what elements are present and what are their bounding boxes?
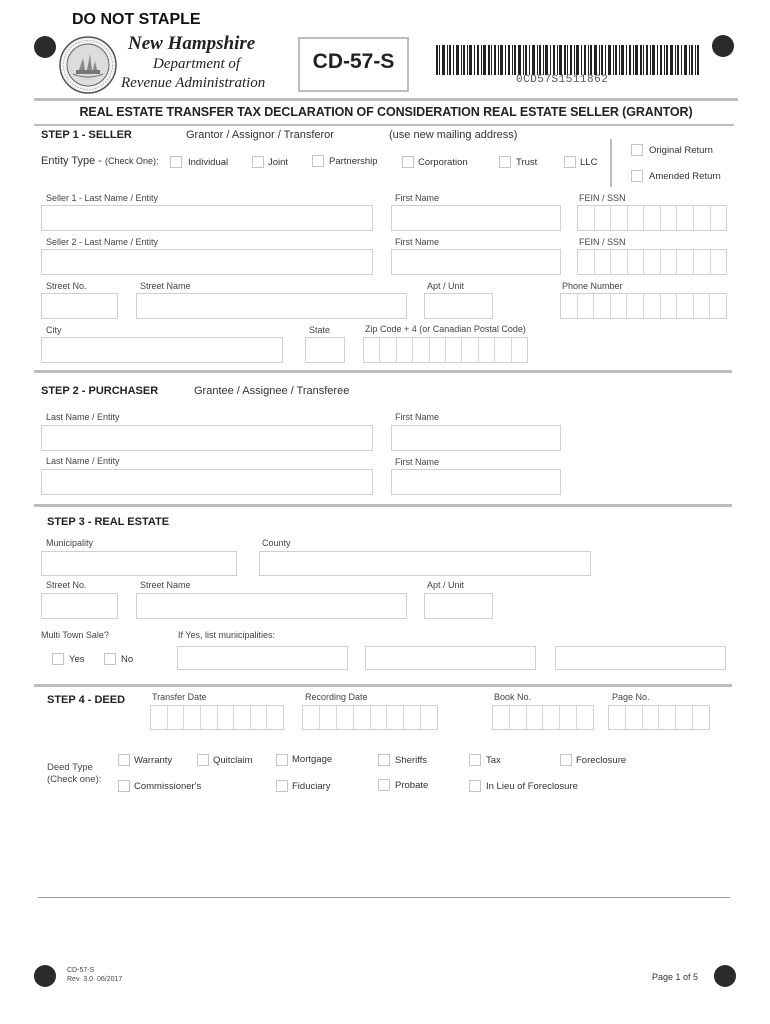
purchaser1-last-label: Last Name / Entity	[46, 412, 120, 422]
footer-form-id: CD-57-S	[67, 967, 95, 974]
amended-return-label: Amended Return	[649, 171, 721, 182]
punch-hole-bottom-right	[714, 965, 736, 987]
deed-probate-checkbox[interactable]	[378, 779, 390, 791]
entity-trust-label: Trust	[516, 157, 538, 168]
seller2-last-field[interactable]	[41, 249, 373, 275]
recording-date-field[interactable]	[302, 705, 438, 730]
transfer-date-label: Transfer Date	[152, 692, 207, 702]
seller1-fein-label: FEIN / SSN	[579, 193, 626, 203]
state-seal-icon	[59, 36, 117, 94]
multi-town-no-checkbox[interactable]	[104, 653, 116, 665]
deed-in-lieu-checkbox[interactable]	[469, 780, 481, 792]
seller2-fein-label: FEIN / SSN	[579, 237, 626, 247]
deed-probate-label: Probate	[395, 780, 429, 791]
seller-city-label: City	[46, 325, 62, 335]
deed-foreclosure-checkbox[interactable]	[560, 754, 572, 766]
barcode-text: 0CD57S1511862	[516, 74, 609, 86]
original-return-label: Original Return	[649, 145, 713, 156]
purchaser2-first-field[interactable]	[391, 469, 561, 495]
entity-partnership-label: Partnership	[329, 156, 378, 167]
entity-trust-checkbox[interactable]	[499, 156, 511, 168]
seller2-first-label: First Name	[395, 237, 440, 247]
step1-note: (use new mailing address)	[389, 129, 518, 141]
barcode	[436, 45, 699, 75]
multi-town-label: Multi Town Sale?	[41, 630, 109, 640]
seller-street-no-label: Street No.	[46, 281, 87, 291]
page-no-label: Page No.	[612, 692, 650, 702]
entity-individual-checkbox[interactable]	[170, 156, 182, 168]
bottom-rule	[38, 897, 730, 898]
deed-fiduciary-checkbox[interactable]	[276, 780, 288, 792]
purchaser2-first-label: First Name	[395, 457, 440, 467]
deed-in-lieu-label: In Lieu of Foreclosure	[486, 781, 578, 792]
check-one-text: (Check One):	[105, 156, 159, 166]
seller-street-name-field[interactable]	[136, 293, 407, 319]
property-apt-field[interactable]	[424, 593, 493, 619]
municipality-list-field-2[interactable]	[365, 646, 536, 670]
entity-llc-label: LLC	[580, 157, 598, 168]
footer-revision: Rev 3.0 06/2017	[67, 976, 123, 983]
entity-individual-label: Individual	[188, 157, 229, 168]
seller-apt-label: Apt / Unit	[427, 281, 465, 291]
county-field[interactable]	[259, 551, 591, 576]
seller2-last-label: Seller 2 - Last Name / Entity	[46, 237, 159, 247]
agency-name-line3: Revenue Administration	[121, 75, 266, 91]
seller-phone-label: Phone Number	[562, 281, 623, 291]
deed-warranty-checkbox[interactable]	[118, 754, 130, 766]
step3-rule	[34, 504, 732, 507]
title-top-rule	[34, 98, 738, 101]
property-street-no-label: Street No.	[46, 580, 87, 590]
seller-state-field[interactable]	[305, 337, 345, 363]
deed-fiduciary-label: Fiduciary	[292, 781, 331, 792]
seller2-first-field[interactable]	[391, 249, 561, 275]
recording-date-label: Recording Date	[305, 692, 368, 702]
multi-town-yes-checkbox[interactable]	[52, 653, 64, 665]
step2-heading: STEP 2 - PURCHASER	[41, 385, 159, 397]
deed-quitclaim-checkbox[interactable]	[197, 754, 209, 766]
footer-page-number: Page 1 of 5	[652, 972, 699, 982]
entity-corporation-label: Corporation	[418, 157, 468, 168]
agency-name-line2: Department of	[153, 56, 241, 72]
do-not-staple: DO NOT STAPLE	[72, 11, 201, 28]
purchaser1-last-field[interactable]	[41, 425, 373, 451]
book-no-label: Book No.	[494, 692, 532, 702]
page-no-field[interactable]	[608, 705, 710, 730]
deed-quitclaim-label: Quitclaim	[213, 755, 253, 766]
municipality-field[interactable]	[41, 551, 237, 576]
deed-foreclosure-label: Foreclosure	[576, 755, 627, 766]
title-bottom-rule	[34, 124, 734, 126]
seller1-first-label: First Name	[395, 193, 440, 203]
seller2-fein-field[interactable]	[577, 249, 727, 275]
seller-apt-field[interactable]	[424, 293, 493, 319]
deed-type-label-1: Deed Type	[47, 762, 93, 773]
municipality-label: Municipality	[46, 538, 94, 548]
property-street-name-label: Street Name	[140, 580, 191, 590]
return-divider	[610, 139, 612, 187]
entity-type-text: Entity Type -	[41, 155, 102, 167]
entity-corporation-checkbox[interactable]	[402, 156, 414, 168]
agency-name-line1: New Hampshire	[128, 33, 256, 54]
seller-zip-field[interactable]	[363, 337, 528, 363]
deed-tax-label: Tax	[486, 755, 501, 766]
multi-town-no-label: No	[121, 654, 134, 665]
if-yes-label: If Yes, list municipalities:	[178, 630, 276, 640]
deed-commissioners-label: Commissioner's	[134, 781, 202, 792]
original-return-checkbox[interactable]	[631, 144, 643, 156]
step4-rule	[34, 684, 732, 687]
purchaser2-last-field[interactable]	[41, 469, 373, 495]
step1-heading: STEP 1 - SELLER	[41, 129, 132, 141]
seller-street-no-field[interactable]	[41, 293, 118, 319]
form-code: CD-57-S	[312, 50, 395, 73]
seller1-first-field[interactable]	[391, 205, 561, 231]
seller-state-label: State	[309, 325, 331, 335]
book-no-field[interactable]	[492, 705, 594, 730]
step4-heading: STEP 4 - DEED	[47, 694, 126, 706]
purchaser2-last-label: Last Name / Entity	[46, 456, 120, 466]
seller-zip-label: Zip Code + 4 (or Canadian Postal Code)	[365, 324, 526, 334]
entity-joint-label: Joint	[268, 157, 289, 168]
property-street-no-field[interactable]	[41, 593, 118, 619]
step3-heading: STEP 3 - REAL ESTATE	[47, 516, 170, 528]
municipality-list-field-1[interactable]	[177, 646, 348, 670]
seller-phone-field[interactable]	[560, 293, 727, 319]
seller1-last-field[interactable]	[41, 205, 373, 231]
entity-joint-checkbox[interactable]	[252, 156, 264, 168]
form-title: REAL ESTATE TRANSFER TAX DECLARATION OF CONSIDERATION REAL ESTATE SELLER (GRANTOR)	[79, 105, 693, 119]
entity-type-label	[41, 155, 159, 167]
municipality-list-field-3[interactable]	[555, 646, 726, 670]
punch-hole-top-right	[712, 35, 734, 57]
seller1-last-label: Seller 1 - Last Name / Entity	[46, 193, 159, 203]
deed-mortgage-label: Mortgage	[292, 754, 333, 765]
purchaser1-first-field[interactable]	[391, 425, 561, 451]
purchaser1-first-label: First Name	[395, 412, 440, 422]
transfer-date-field[interactable]	[150, 705, 284, 730]
county-label: County	[262, 538, 291, 548]
deed-tax-checkbox[interactable]	[469, 754, 481, 766]
seller-city-field[interactable]	[41, 337, 283, 363]
step2-rule	[34, 370, 732, 373]
multi-town-yes-label: Yes	[69, 654, 85, 665]
amended-return-checkbox[interactable]	[631, 170, 643, 182]
punch-hole-top-left	[34, 36, 56, 58]
deed-type-label-2: (Check one):	[47, 774, 102, 785]
deed-warranty-label: Warranty	[134, 755, 173, 766]
deed-mortgage-checkbox[interactable]	[276, 754, 288, 766]
seller1-fein-field[interactable]	[577, 205, 727, 231]
step2-subheading: Grantee / Assignee / Transferee	[194, 385, 350, 397]
property-apt-label: Apt / Unit	[427, 580, 465, 590]
deed-commissioners-checkbox[interactable]	[118, 780, 130, 792]
step1-subheading: Grantor / Assignor / Transferor	[186, 129, 334, 141]
punch-hole-bottom-left	[34, 965, 56, 987]
deed-sheriffs-checkbox[interactable]	[378, 754, 390, 766]
entity-llc-checkbox[interactable]	[564, 156, 576, 168]
seller-street-name-label: Street Name	[140, 281, 191, 291]
entity-partnership-checkbox[interactable]	[312, 155, 324, 167]
deed-sheriffs-label: Sheriffs	[395, 755, 428, 766]
property-street-name-field[interactable]	[136, 593, 407, 619]
